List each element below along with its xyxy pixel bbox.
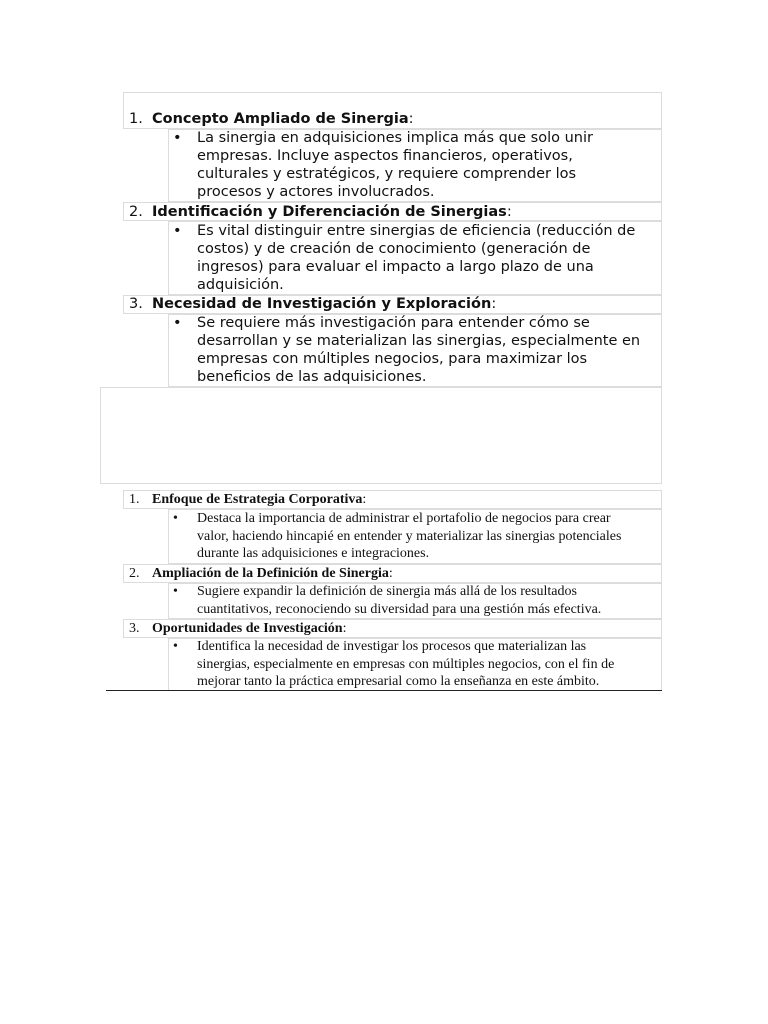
item-heading	[152, 295, 496, 313]
bullet-text	[197, 583, 667, 618]
item-number: 1.	[129, 492, 140, 507]
bullet-text	[197, 314, 667, 386]
bullet-text	[197, 638, 667, 691]
text-line: costos) y de creación de conocimiento (generación de	[197, 241, 591, 257]
text-line: ingresos) para evaluar el impacto a largo plazo de una	[197, 259, 594, 275]
item-number: 2.	[129, 204, 143, 220]
item-number: 1.	[129, 111, 143, 127]
item-heading	[152, 203, 512, 221]
item-colon: :	[506, 204, 512, 220]
item-heading	[152, 110, 414, 128]
item-title: Enfoque de Estrategia Corporativa	[152, 492, 363, 507]
bullet-icon: •	[173, 584, 178, 599]
item-title: Necesidad de Investigación y Exploración	[152, 296, 492, 312]
text-line: Es vital distinguir entre sinergias de eficiencia (reducción de	[197, 223, 636, 239]
text-line: sinergias, especialmente en empresas con múltiples negocios, con el fin de	[197, 656, 615, 672]
divider	[106, 690, 662, 691]
bullet-icon: •	[173, 130, 182, 146]
item-title: Ampliación de la Definición de Sinergia	[152, 566, 389, 581]
text-line: Sugiere expandir la definición de sinergia más allá de los resultados	[197, 584, 577, 599]
item-colon: :	[342, 621, 347, 636]
item-title: Oportunidades de Investigación	[152, 621, 343, 636]
bullet-icon: •	[173, 315, 182, 331]
text-line: durante las adquisiciones e integraciones.	[197, 546, 430, 561]
text-line: valor, haciendo hincapié en entender y materializar las sinergias potenciales	[197, 528, 622, 544]
bullet-icon: •	[173, 511, 178, 526]
item-number: 3.	[129, 621, 140, 636]
item-number: 3.	[129, 296, 143, 312]
item-colon: :	[408, 111, 414, 127]
item-colon: :	[362, 492, 367, 507]
bullet-text	[197, 222, 667, 294]
text-line: Identifica la necesidad de investigar los procesos que materializan las	[197, 639, 587, 654]
text-line: empresas. Incluye aspectos financieros, operativos,	[197, 148, 573, 164]
bullet-text	[197, 510, 667, 563]
bullet-icon: •	[173, 223, 182, 239]
text-line: procesos y actores involucrados.	[197, 184, 435, 200]
text-line: La sinergia en adquisiciones implica más que solo unir	[197, 130, 593, 146]
bullet-text	[197, 129, 667, 201]
text-line: empresas con múltiples negocios, para maximizar los	[197, 351, 588, 367]
item-title: Concepto Ampliado de Sinergia	[152, 111, 409, 127]
text-line: adquisición.	[197, 277, 284, 293]
text-line: desarrollan y se materializan las sinergias, especialmente en	[197, 333, 641, 349]
item-colon: :	[388, 566, 393, 581]
item-heading	[152, 565, 393, 583]
item-heading	[152, 491, 366, 509]
text-line: mejorar tanto la práctica empresarial como la enseñanza en este ámbito.	[197, 674, 600, 689]
text-line: culturales y estratégicos, y requiere comprender los	[197, 166, 577, 182]
item-heading	[152, 620, 346, 638]
text-line: cuantitativos, reconociendo su diversidad para una gestión más efectiva.	[197, 601, 602, 617]
item-colon: :	[491, 296, 497, 312]
item-title: Identificación y Diferenciación de Sinergias	[152, 204, 507, 220]
text-line: Se requiere más investigación para entender cómo se	[197, 315, 590, 331]
item-number: 2.	[129, 566, 140, 581]
text-line: beneficios de las adquisiciones.	[197, 369, 427, 385]
bullet-icon: •	[173, 639, 178, 654]
empty-cell	[100, 387, 662, 484]
text-line: Destaca la importancia de administrar el portafolio de negocios para crear	[197, 511, 611, 526]
